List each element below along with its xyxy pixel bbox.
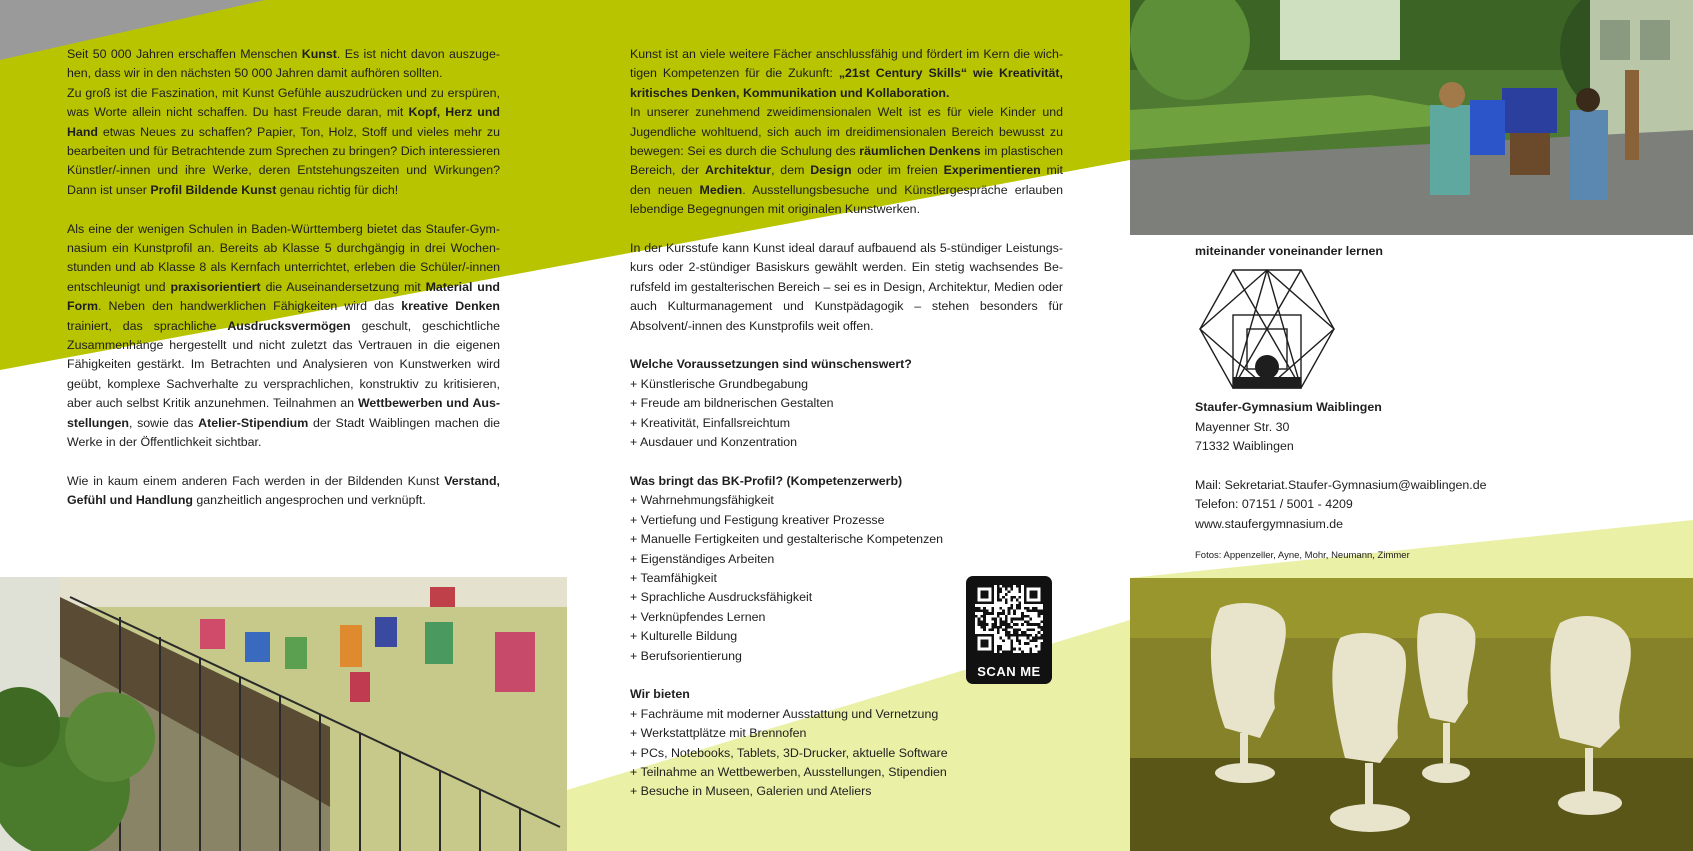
body-text: Kunst ist an viele weitere Fächer anschlussfähig und fördert im Kern die wichtigen Kompetenzen für die Zukunft: — [630, 47, 1063, 81]
closing-paragraph — [67, 472, 500, 511]
body-text: der Stadt Waiblingen machen die Werke in der Öffentlichkeit sichtbar. — [67, 415, 500, 450]
qr-scan-label: SCAN ME — [977, 664, 1041, 679]
requirements-heading: Welche Voraussetzungen sind wünschenswert? — [630, 357, 912, 372]
qr-code-pattern — [975, 585, 1043, 653]
list-item: + Sprachliche Ausdrucksfähigkeit — [630, 590, 813, 605]
body-text: trainiert, das sprachliche — [67, 318, 228, 333]
intro-paragraph-2 — [67, 84, 500, 200]
body-text: geschult, geschichtliche Zusammenhänge hergestellt und nicht zuletzt das Vertrauen in die eigenen Fähigkeiten gestärkt. Im Betrachten und Analysieren von Kunstwerken wird geübt, komplexe Sachverhalte zu versprachlichen, konstruktiv zu kritisieren, aber auch selbst Kritik anzunehmen. Teilnahmen an — [67, 318, 500, 411]
body-text: . Es ist nicht davon auszugehen, dass wir in den nächsten 50 000 Jahren damit aufhören sollten. — [67, 47, 500, 81]
list-item: + Kreativität, Einfallsreichtum — [630, 415, 791, 430]
body-text: genau richtig für dich! — [276, 182, 399, 197]
tagline: miteinander voneinander lernen — [1195, 244, 1383, 258]
skills-paragraph — [630, 45, 1063, 103]
list-item: + Werkstattplätze mit Brennofen — [630, 726, 807, 741]
emphasis-text: praxisorientiert — [170, 279, 261, 294]
offer-list — [630, 705, 1063, 802]
emphasis-text: Design — [810, 163, 852, 178]
body-text: In unserer zunehmend zweidimensionalen Welt ist es für viele Kinder und Jugendliche wohltuend, sich auch im dreidimensionalen Bereich bewusst zu bewegen: Sei es durch die Schulung des — [630, 105, 1063, 159]
requirements-list — [630, 375, 1063, 453]
offer-heading: Wir bieten — [630, 687, 690, 702]
body-text: . Ausstellungsbesuche und Künstlergespräche erlauben lebendige Begegnungen mit originalen Kunstwerken. — [630, 182, 1063, 217]
list-item: + Manuelle Fertigkeiten und gestalterische Kompetenzen — [630, 532, 944, 547]
emphasis-text: kreative Denken — [401, 299, 500, 314]
body-text: oder im freien — [851, 163, 944, 178]
list-item: + Besuche in Museen, Galerien und Ateliers — [630, 784, 872, 799]
list-item: + Wahrnehmungsfähigkeit — [630, 493, 774, 508]
spatial-paragraph — [630, 103, 1063, 219]
school-street: Mayenner Str. 30 — [1195, 419, 1290, 434]
school-city: 71332 Waiblingen — [1195, 439, 1294, 454]
emphasis-text: Medien — [699, 182, 743, 197]
photo-stairwell-gallery — [0, 577, 567, 851]
emphasis-text: Atelier-Stipendium — [198, 415, 309, 430]
photo-sculpture-torsos — [1130, 578, 1693, 851]
emphasis-text: „21st Century Skills“ wie Kreativität, kritisches Denken, Kommunikation und Kollaboration. — [630, 66, 1063, 100]
list-item: + Kulturelle Bildung — [630, 629, 738, 644]
emphasis-text: Profil Bildende Kunst — [150, 182, 277, 197]
body-text: Zu groß ist die Faszination, mit Kunst Gefühle auszudrücken und zu erspüren, was Worte allein nicht schaffen. Du hast Freude daran, mit — [67, 85, 500, 120]
emphasis-text: Kopf, Herz und Hand — [67, 105, 500, 139]
emphasis-text: räumlichen Denkens — [859, 144, 981, 159]
body-text: im plastischen Bereich, der — [630, 144, 1064, 178]
qr-code[interactable] — [966, 576, 1052, 684]
body-text: etwas Neues zu schaffen? Papier, Ton, Holz, Stoff und vieles mehr zu bearbeiten und für Betrachtende zum Sprechen zu bringen? Dich interessieren Künstler/-innen und ihre Werke, deren Entstehungszeiten und Wirkungen? Dann ist unser — [67, 124, 500, 197]
body-text: Seit 50 000 Jahren erschaffen Menschen — [67, 47, 302, 61]
intro-paragraph-1 — [67, 45, 500, 84]
photo-outdoor-painting — [1130, 0, 1693, 235]
list-item: + Fachräume mit moderner Ausstattung und Vernetzung — [630, 706, 939, 721]
photo-credits: Fotos: Appenzeller, Ayne, Mohr, Neumann, Zimmer — [1195, 550, 1410, 562]
body-text: mit den neuen — [630, 163, 1063, 197]
emphasis-text: Material und Form — [67, 279, 500, 314]
school-name: Staufer-Gymnasium Waiblingen — [1195, 400, 1382, 415]
list-item: + Teamfähigkeit — [630, 570, 717, 585]
body-text: , dem — [771, 163, 811, 178]
list-item: + Teilnahme an Wettbewerben, Ausstellungen, Stipendien — [630, 764, 947, 779]
contact-column — [1195, 242, 1595, 562]
school-logo — [1197, 267, 1337, 392]
list-item: + Freude am bildnerischen Gestalten — [630, 396, 834, 411]
list-item: + PCs, Notebooks, Tablets, 3D-Drucker, aktuelle Software — [630, 745, 948, 760]
body-text: Als eine der wenigen Schulen in Baden-Württemberg bietet das Staufer-Gymnasium ein Kunstprofil an. Bereits ab Klasse 5 durchgängig in drei Wochenstunden und ab Klasse 8 als Kernfach unterrichtet, erleben die Schüler/-innen entschleunigt und — [67, 221, 500, 294]
list-item: + Künstlerische Grundbegabung — [630, 376, 809, 391]
details-column — [630, 45, 1063, 821]
body-text: die Auseinandersetzung mit — [260, 279, 426, 294]
body-text: , sowie das — [128, 415, 199, 430]
emphasis-text: Verstand, Gefühl und Handlung — [67, 473, 500, 508]
list-item: + Eigenständiges Arbeiten — [630, 551, 775, 566]
body-text: Wie in kaum einem anderen Fach werden in der Bildenden Kunst — [67, 473, 445, 488]
list-item: + Ausdauer und Konzentration — [630, 435, 798, 450]
intro-column — [67, 45, 500, 530]
emphasis-text: Wettbewerben und Ausstellungen — [67, 396, 500, 430]
body-text: In der Kursstufe kann Kunst ideal darauf aufbauend als 5-stündiger Leistungskurs oder 2-stündiger Basiskurs gewählt werden. Ein stetig wachsendes Berufsfeld im gestalterischen Bereich – sei es in Design, Architektur, Medien oder auch Kulturmanagement und Kunstpädagogik – stehen besonders für Absolvent/-innen des Kunstprofils weit offen. — [630, 241, 1063, 333]
school-phone[interactable]: Telefon: 07151 / 5001 - 4209 — [1195, 497, 1353, 512]
list-item: + Berufsorientierung — [630, 648, 742, 663]
profile-paragraph — [67, 220, 500, 453]
school-mail[interactable]: Mail: Sekretariat.Staufer-Gymnasium@waiblingen.de — [1195, 478, 1487, 493]
list-item: + Vertiefung und Festigung kreativer Prozesse — [630, 512, 885, 527]
emphasis-text: Ausdrucksvermögen — [227, 318, 351, 333]
kursstufe-paragraph — [630, 239, 1063, 336]
body-text: . Neben den handwerklichen Fähigkeiten wird das — [97, 299, 402, 314]
body-text: ganzheitlich angesprochen und verknüpft. — [192, 493, 426, 508]
emphasis-text: Kunst — [301, 47, 337, 61]
emphasis-text: Architektur — [704, 163, 772, 178]
school-website[interactable]: www.staufergymnasium.de — [1195, 516, 1344, 531]
competencies-heading: Was bringt das BK-Profil? (Kompetenzerwerb) — [630, 473, 903, 488]
emphasis-text: Experimentieren — [943, 163, 1041, 178]
list-item: + Verknüpfendes Lernen — [630, 609, 766, 624]
